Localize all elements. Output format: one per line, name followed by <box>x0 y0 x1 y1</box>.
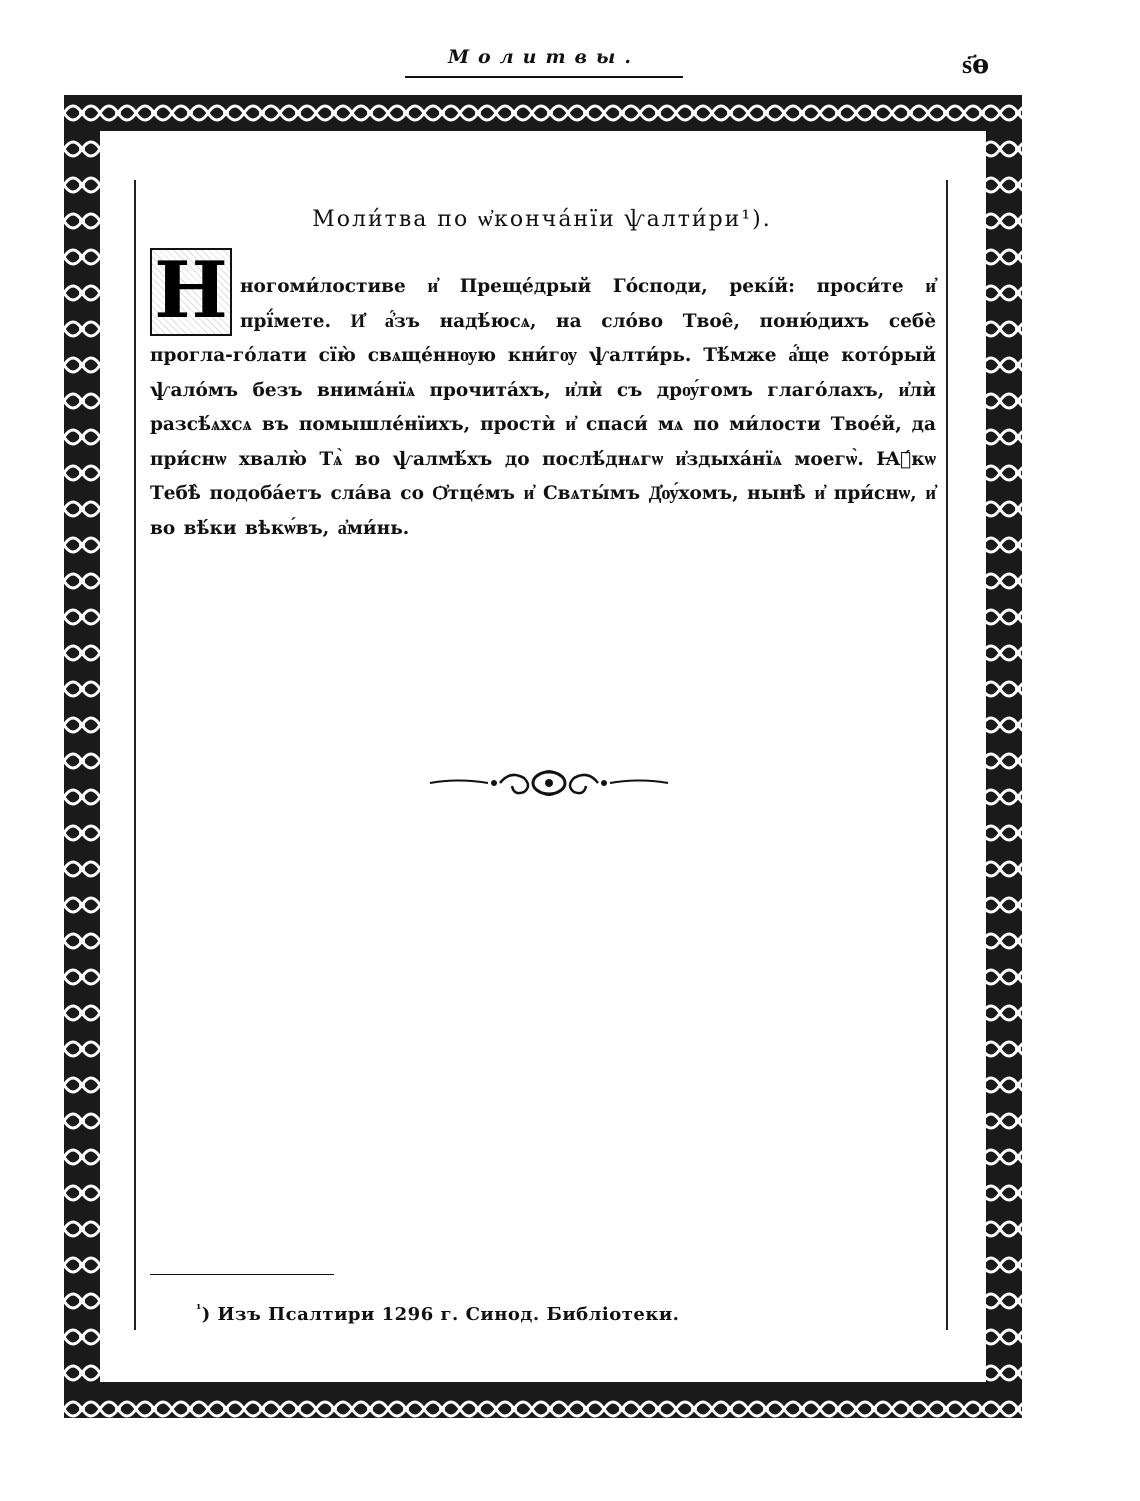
prayer-title: Моли́тва по ѡ҆конча́нїи ѱалти́ри¹). <box>312 207 772 232</box>
page-number: ѕ҃ѳ <box>962 50 990 80</box>
running-title-rule <box>405 76 683 78</box>
running-title: Молитвы. <box>448 46 640 68</box>
floral-ornament-divider <box>428 766 670 800</box>
inner-rule-right <box>946 180 948 1330</box>
drop-cap-spacer <box>150 270 240 336</box>
footnote-marker: ¹ <box>196 1302 202 1316</box>
drop-cap-initial: Н <box>150 248 232 336</box>
prayer-body-text: ногоми́лостиве и҆ Преще́дрый Го́споди, рекі́й: проси́те и҆ прї́мете. И҆ а҆́зъ надѣ́юсѧ, на сло́во Твое̑, поню́дихъ себѐ прогла-го́лати сїю̀ свѧще́ннѹю кни́гѹ ѱалти́рь. Тѣ́мже а҆́ще кото́рый ѱало́мъ безъ внима́нїѧ прочита́хъ, и҆лѝ съ дрѹ́гомъ глаго́лахъ, и҆лѝ разсѣ́ѧхсѧ въ помышле́нїихъ, простѝ и҆ спаси́ мѧ по ми́лости Твое́й, да при́снѡ хвалю̀ Тѧ̀ во ѱалмѣ́хъ до послѣ́днѧгѡ и҆здыха́нїѧ моегѡ̀. Ꙗ҆́кѡ Тебѣ̀ подоба́етъ сла́ва со Ѻ҆тце́мъ и҆ Свѧты́мъ Д҆ѹ́хомъ, нынѣ̀ и҆ при́снѡ, и҆ во вѣ́ки вѣкѡ́въ, а҆ми́нь. <box>150 276 936 539</box>
footnote-rule <box>150 1274 334 1275</box>
footnote-text: ) Изъ Псалтири 1296 г. Синод. Библіотеки. <box>201 1304 680 1325</box>
prayer-text <box>150 270 936 546</box>
footnote <box>196 1302 679 1325</box>
inner-rule-left <box>134 180 136 1330</box>
